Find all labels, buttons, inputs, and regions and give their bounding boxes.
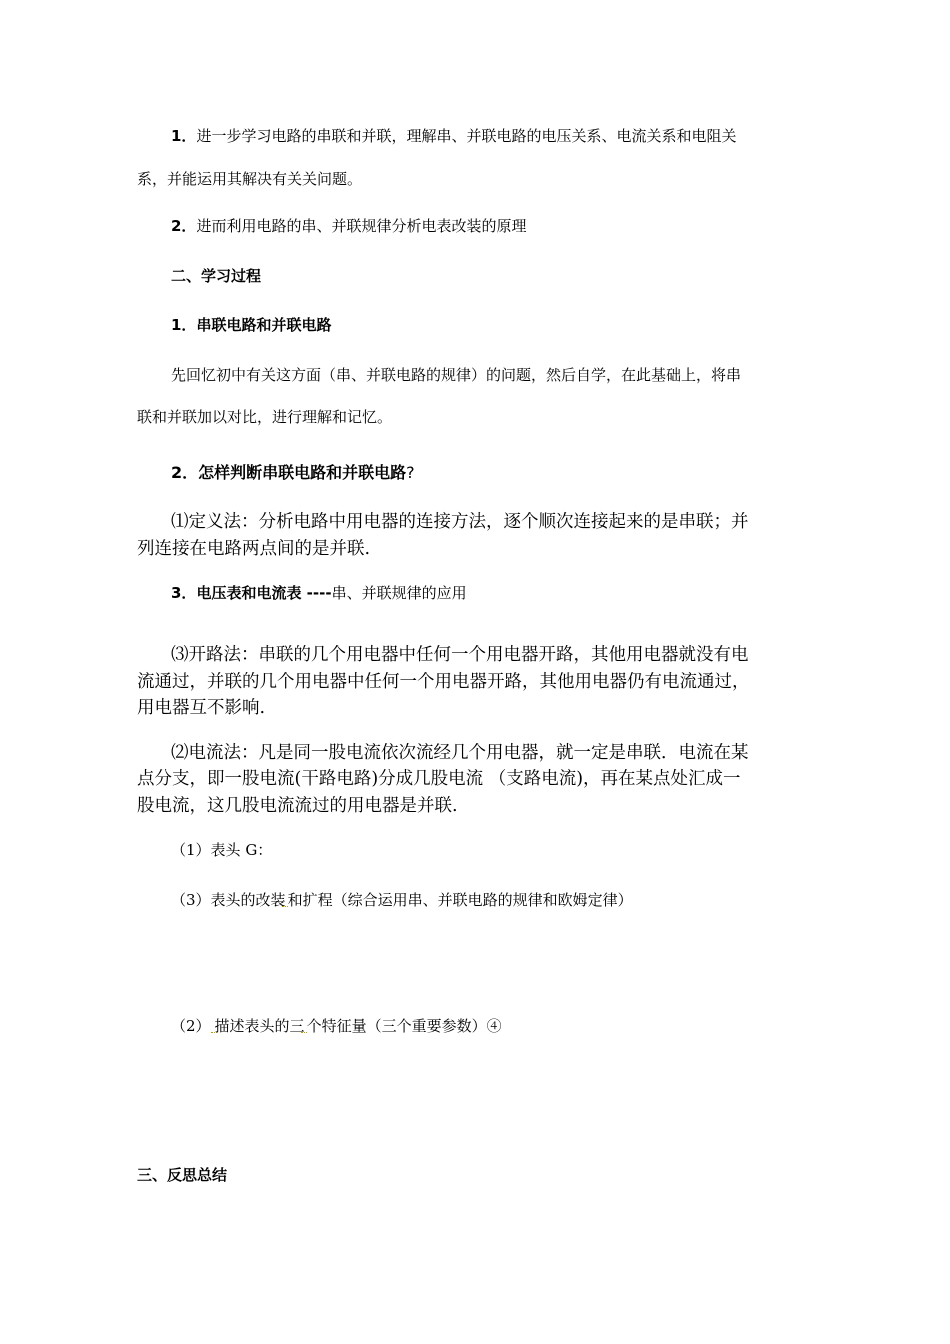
subsection-2-qmark: ? [406,463,415,482]
meter-item-1-text: 表头 G： [210,841,273,859]
objective-1-number: 1． [171,127,197,145]
meter-item-2-text-b: 个特征量（三个重要参数）④ [306,1017,502,1035]
current-method-line-3: 股电流，这几股电流流过的用电器是并联. [137,796,458,816]
meter-item-3 [171,890,633,910]
meter-item-2-number: （2） [171,1017,211,1035]
objective-2 [171,216,526,236]
objective-2-text: 进而利用电路的串、并联规律分析电表改装的原理 [196,217,527,235]
subsection-3-title [171,583,467,603]
subsection-2-number: 2． [171,463,199,482]
subsection-3-number: 3． [171,584,197,602]
meter-item-2-text-a: 描述表头的三 [214,1017,305,1035]
current-method-line-2: 点分支，即一股电流(干路电路)分成几股电流 （支路电流)，再在某点处汇成一 [137,769,741,789]
subsection-1-text: 串联电路和并联电路 [196,316,332,334]
subsection-3-rest: 串、并联规律的应用 [331,584,467,602]
current-method-line-1: ⑵电流法：凡是同一股电流依次流经几个用电器，就一定是串联．电流在某 [171,743,749,763]
definition-method-line-1: ⑴定义法：分析电路中用电器的连接方法，逐个顺次连接起来的是串联；并 [171,512,749,532]
open-circuit-method-line-2: 流通过，并联的几个用电器中任何一个用电器开路，其他用电器仍有电流通过， [137,672,750,692]
subsection-2-title [171,462,415,484]
subsection-2-text: 怎样判断串联电路和并联电路 [198,463,407,482]
review-paragraph-line-1: 先回忆初中有关这方面（串、并联电路的规律）的问题，然后自学，在此基础上，将串 [171,366,742,384]
objective-1-line-2: 系，并能运用其解决有关关问题。 [137,170,363,188]
meter-item-2 [171,1016,502,1036]
meter-item-3-text-a: 表头的改装 [210,891,286,909]
meter-item-1-number: （1） [171,841,211,859]
objective-2-number: 2． [171,217,197,235]
definition-method-line-2: 列连接在电路两点间的是并联. [137,539,371,559]
subsection-1-title [171,315,331,335]
objective-1-text: 进一步学习电路的串联和并联，理解串、并联电路的电压关系、电流关系和电阻关 [196,127,737,145]
objective-1-line-1 [171,126,736,146]
meter-item-1 [171,840,272,860]
meter-item-3-text-b: 和扩程（综合运用串、并联电路的规律和欧姆定律） [287,891,633,909]
section-3-heading: 三、反思总结 [137,1166,228,1184]
section-2-heading: 二、学习过程 [171,267,262,285]
open-circuit-method-line-1: ⑶开路法：串联的几个用电器中任何一个用电器开路，其他用电器就没有电 [171,645,749,665]
subsection-3-bold: 电压表和电流表 ---- [196,584,332,602]
review-paragraph-line-2: 联和并联加以对比，进行理解和记忆。 [137,408,393,426]
meter-item-3-number: （3） [171,891,211,909]
subsection-1-number: 1． [171,316,197,334]
open-circuit-method-line-3: 用电器互不影响. [137,698,266,718]
